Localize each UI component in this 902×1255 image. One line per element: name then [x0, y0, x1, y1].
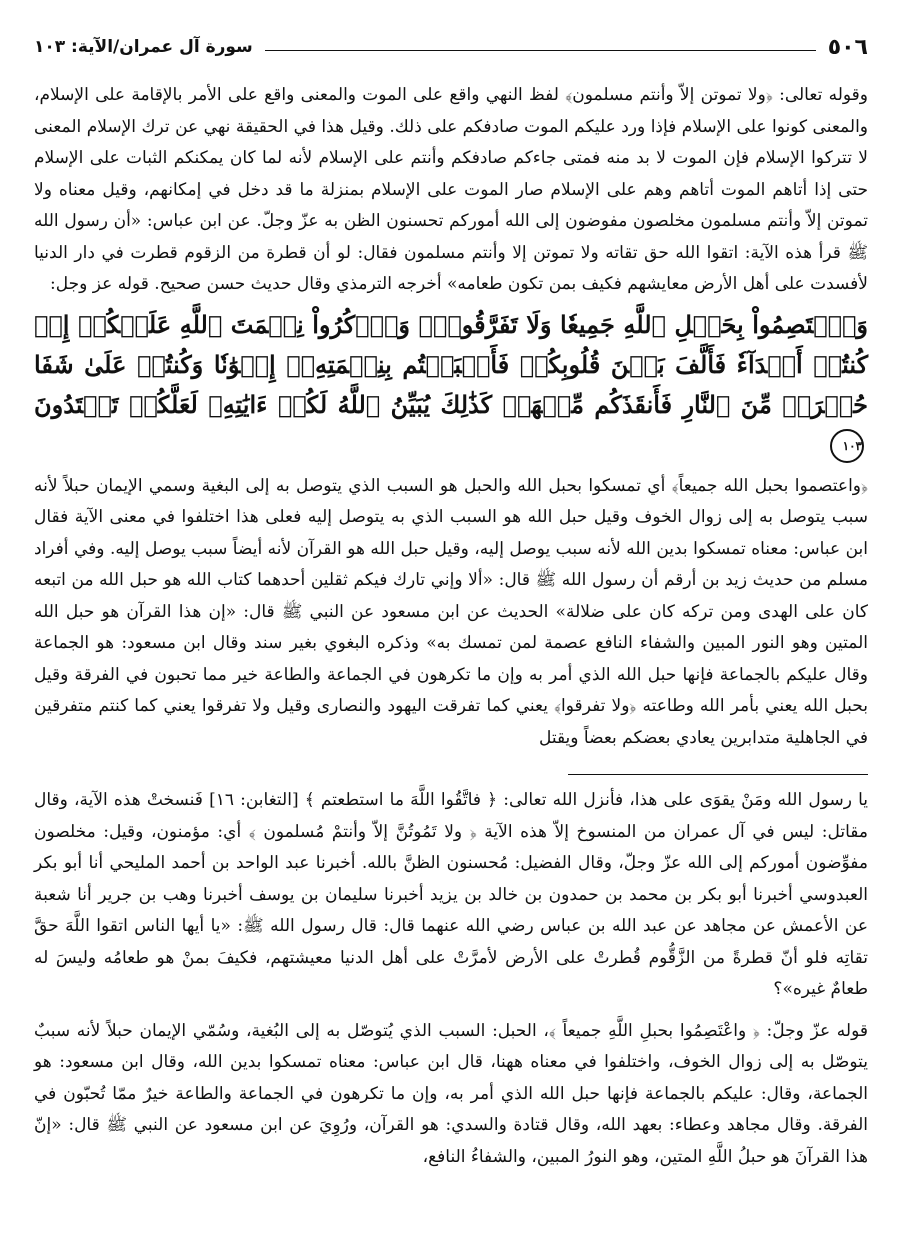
quran-verse: [34, 305, 868, 465]
page-header: [34, 30, 868, 64]
page-number: ٥٠٦: [827, 34, 868, 60]
surah-title: سورة آل عمران/الآية: ١٠٣: [34, 37, 253, 57]
quran-verse-block: [34, 305, 868, 465]
header-rule: [265, 50, 816, 51]
commentary-paragraph-2: ﴿واعتصموا بحبل الله جميعاً﴾ أي تمسكوا بحبل الله والحبل هو السبب الذي يتوصل به إلى البغية وسمي الإيمان حبلاً لأنه سبب يتوصل به إلى زوال الخوف وقيل حبل الله هو السبب الذي به يتوصل إليه فعلى هذا اختلفوا في معنى الآية فقال ابن عباس: معناه تمسكوا بدين الله لأنه سبب يوصل إليه، وقيل حبل الله هو القرآن لأنه أيضاً سبب يوصل إليه. وفي أفراد مسلم من حديث زيد بن أرقم أن رسول الله ﷺ قال: «ألا وإني تارك فيكم ثقلين أحدهما كتاب الله هو حبل الله من اتبعه كان على الهدى ومن تركه كان على ضلالة» الحديث عن ابن مسعود عن النبي ﷺ قال: «إن هذا القرآن هو حبل الله المتين وهو النور المبين والشفاء النافع عصمة لمن تمسك به» وذكره البغوي بغير سند وقال ابن مسعود: هو الجماعة وقال عليكم بالجماعة فإنها حبل الله الذي أمر به وإن ما تكرهون في الجماعة والطاعة خير مما تحبون في الفرقة وقيل بحبل الله يعني بأمر الله وطاعته ﴿ولا تفرقوا﴾ يعني كما تفرقت اليهود والنصارى وقيل ولا تفرقوا يعني كما كنتم متفرقين في الجاهلية متدابرين يعادي بعضكم بعضاً ويقتل: [34, 475, 868, 748]
footnote-paragraph-1: يا رسول الله ومَنْ يقوَى على هذا، فأنزل الله تعالى: ﴿ فاتَّقُوا اللَّهَ ما استطعتم ﴾ [التغابن: ١٦] فَنسختْ هذه الآية، وقال مقاتل: ليس في آل عمران من المنسوخ إلاّ هذه الآية ﴿ ولا تَمُوتُنَّ إلاّ وأنتمْ مُسلمون ﴾ أي: مؤمنون، وقيل: مخلصون مفوِّضون أموركم إلى الله عزّ وجلّ، وقال الفضيل: مُحسنون الظنَّ بالله. أخبرنا عبد الواحد بن أحمد المليحي أنا أبو بكر العبدوسي أخبرنا أبو بكر بن محمد بن حمدون بن خالد بن يزيد أخبرنا سليمان بن يوسف أخبرنا وهب بن جرير أنا شعبة عن الأعمش عن مجاهد عن عبد الله بن عباس رضي الله عنهما قال: قال رسول الله ﷺ: «يا أيها الناس اتقوا اللَّهَ حقَّ تقاتِه فلو أنّ قطرةً من الزَّقُّوم قُطرتْ على الأرض لأمرَّتْ على أهل الدنيا معيشتهم، فكيفَ بمنْ هو طعامُه وليسَ له طعامٌ غيره»؟: [34, 790, 868, 999]
footnote-paragraph-2: قوله عزّ وجلّ: ﴿ واعْتَصِمُوا بحبلِ اللَّهِ جميعاً ﴾، الحبل: السبب الذي يُتوصّل به إلى البُغية، وسُمّي الإيمان حبلاً لأنه سببٌ يتوصّل به إلى زوال الخوف، واختلفوا في معناه ههنا، قال ابن عباس: معناه تمسكوا بدين الله، وقال ابن مسعود: هو الجماعة، وقال: عليكم بالجماعة فإنها حبل الله الذي أمر به، وإن ما تكرهون في الجماعة والطاعة خيرٌ ممّا تُحبّون في الفرقة. وقال مجاهد وعطاء: بعهد الله، وقال قتادة والسدي: هو القرآن، ورُوِيَ عن ابن مسعود عن النبي ﷺ قال: «إنّ هذا القرآنَ هو حبلُ اللَّهِ المتين، وهو النورُ المبين، والشفاءُ النافع،: [34, 1020, 868, 1167]
commentary-paragraph: وقوله تعالى: ﴿ولا تموتن إلاّ وأنتم مسلمون﴾ لفظ النهي واقع على الموت والمعنى واقع على الأمر بالإقامة على الإسلام، والمعنى كونوا على الإسلام فإذا ورد عليكم الموت صادفكم على ذلك. وقيل هذا في الحقيقة نهي عن ترك الإسلام المعنى لا تتركوا الإسلام فإن الموت لا بد منه فمتى جاءكم صادفكم وأنتم على الإسلام لأنه لما كان يمكنكم الثبات على الإسلام حتى إذا أتاهم الموت أتاهم وهم على الإسلام صار الموت على الإسلام بمنزلة ما قد دخل في إمكانهم، وقيل معناه ولا تموتن إلاّ وأنتم مسلمون مخلصون مفوضون إلى الله أموركم تحسنون الظن به عزّ وجلّ. عن ابن عباس: «أن رسول الله ﷺ قرأ هذه الآية: اتقوا الله حق تقاته ولا تموتن إلا وأنتم مسلمون فقال: لو أن قطرة من الزقوم قطرت في دار الدنيا لأفسدت على أهل الأرض معايشهم فكيف بمن تكون طعامه» أخرجه الترمذي وقال حديث حسن صحيح. قوله عز وجل:: [34, 85, 868, 294]
ayah-number-marker: ١٠٣: [830, 429, 864, 463]
footnote-divider: [568, 774, 868, 775]
quran-verse-text: وَٱعۡتَصِمُواْ بِحَبۡلِ ٱللَّهِ جَمِيعٗا وَلَا تَفَرَّقُواْۚ وَٱذۡكُرُواْ نِعۡمَتَ ٱللَّهِ عَلَيۡكُمۡ إِذۡ كُنتُمۡ أَعۡدَآءٗ فَأَلَّفَ بَيۡنَ قُلُوبِكُمۡ فَأَصۡبَحۡتُم بِنِعۡمَتِهِۦٓ إِخۡوَٰنٗا وَكُنتُمۡ عَلَىٰ شَفَا حُفۡرَةٖ مِّنَ ٱلنَّارِ فَأَنقَذَكُم مِّنۡهَاۗ كَذَٰلِكَ يُبَيِّنُ ٱللَّهُ لَكُمۡ ءَايَٰتِهِۦ لَعَلَّكُمۡ تَهۡتَدُونَ: [34, 309, 868, 419]
